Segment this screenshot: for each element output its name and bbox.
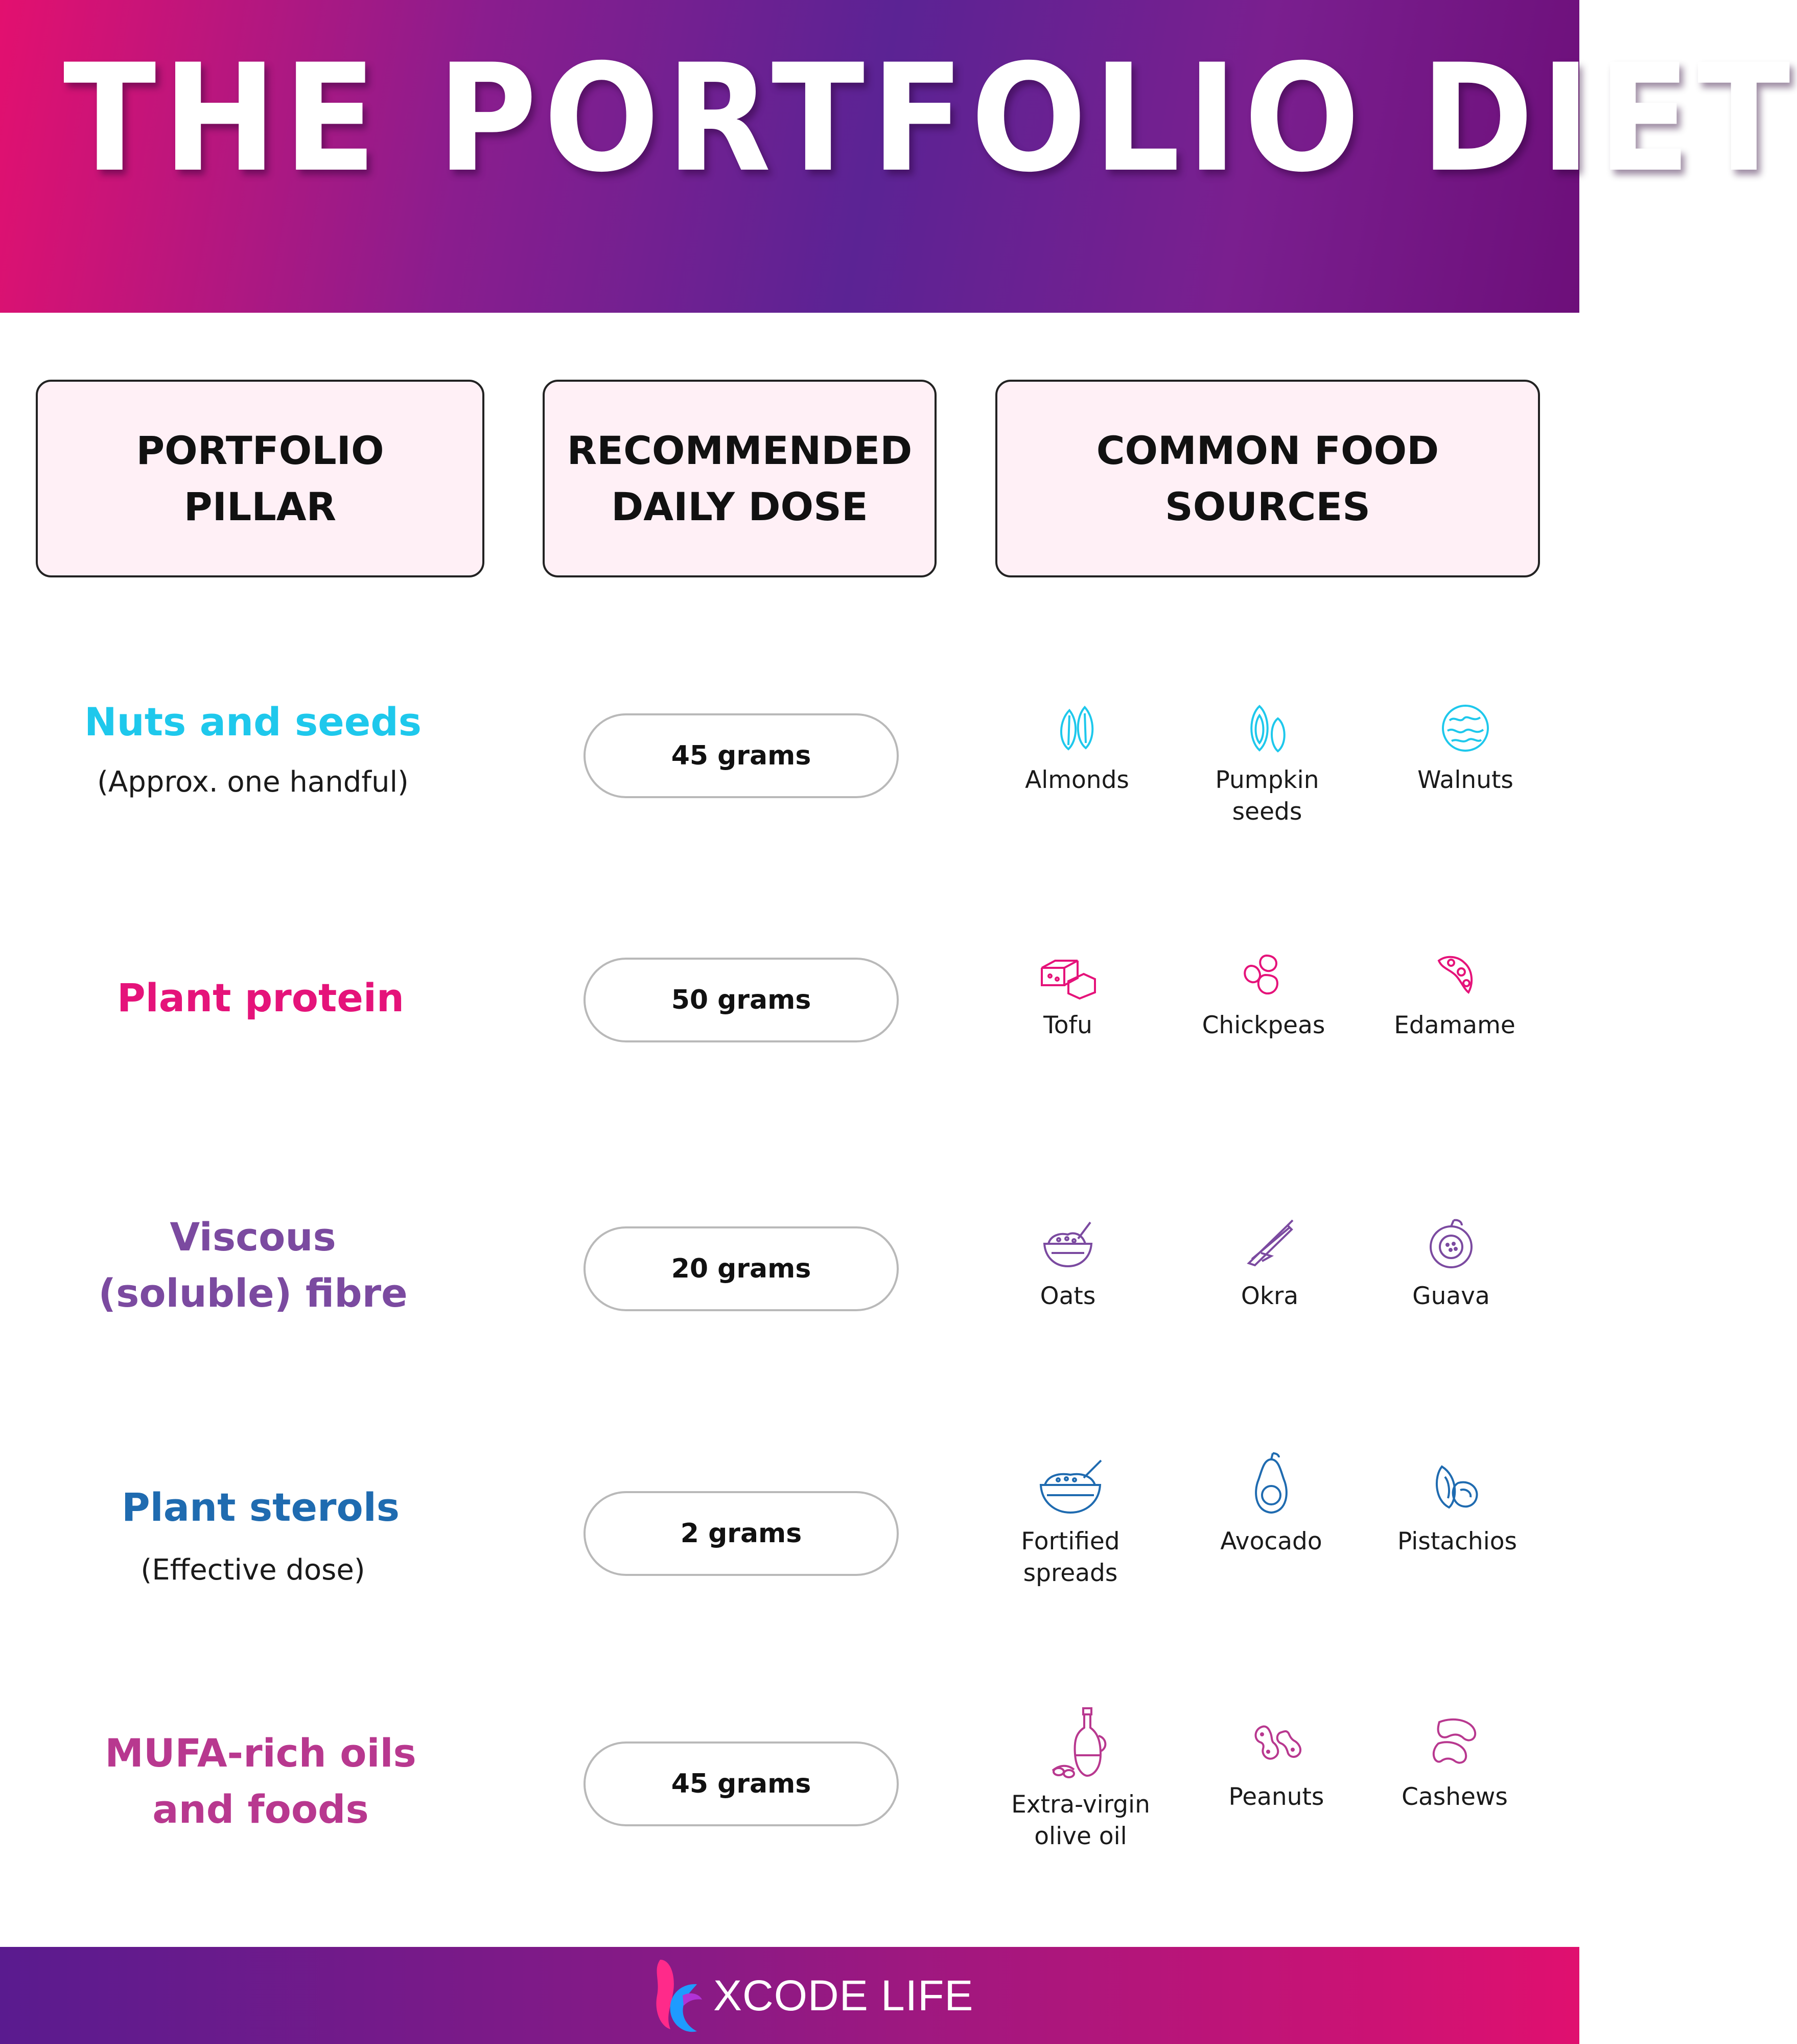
- food-olive-oil: [989, 1704, 1173, 1852]
- food-chickpeas: [1172, 945, 1356, 1041]
- okra-icon: [1242, 1216, 1298, 1272]
- food-label: Chickpeas: [1202, 1011, 1325, 1039]
- food-label: Guava: [1412, 1282, 1490, 1310]
- column-header-pillar-label: PORTFOLIO PILLAR: [136, 427, 384, 529]
- food-label: Cashews: [1402, 1783, 1508, 1811]
- food-label: Peanuts: [1228, 1783, 1324, 1811]
- brand-name: XCODE LIFE: [713, 1971, 974, 2019]
- food-edamame: [1363, 945, 1547, 1041]
- food-pumpkin-seeds: [1175, 700, 1359, 828]
- food-fortified-spreads: [978, 1451, 1162, 1589]
- edamame-icon: [1427, 945, 1483, 1002]
- food-label: Extra-virgin olive oil: [1011, 1791, 1150, 1850]
- dose-value: 20 grams: [671, 1253, 811, 1284]
- pillar-note-nuts-seeds: (Approx. one handful): [97, 765, 409, 799]
- food-peanuts: [1184, 1712, 1368, 1813]
- walnut-icon: [1437, 700, 1493, 756]
- food-guava: [1359, 1216, 1543, 1312]
- food-label: Oats: [1040, 1282, 1096, 1310]
- food-label: Edamame: [1394, 1011, 1515, 1039]
- dose-pill-plant-protein: [584, 958, 899, 1042]
- dose-value: 50 grams: [671, 985, 811, 1015]
- food-walnuts: [1373, 700, 1557, 796]
- tofu-icon: [1035, 945, 1101, 1002]
- dose-value: 45 grams: [671, 740, 811, 771]
- column-header-dose-label: RECOMMENDED DAILY DOSE: [567, 427, 913, 529]
- brand-logo: [650, 1955, 973, 2036]
- food-pistachios: [1365, 1451, 1549, 1558]
- food-label: Tofu: [1043, 1011, 1092, 1039]
- food-almonds: [985, 700, 1169, 796]
- dose-pill-viscous-fibre: [584, 1226, 899, 1311]
- peanuts-icon: [1246, 1712, 1307, 1773]
- xcode-life-logo-icon: [650, 1955, 706, 2036]
- avocado-icon: [1243, 1451, 1299, 1518]
- pillar-title-plant-protein: Plant protein: [116, 975, 405, 1020]
- food-label: Pumpkin seeds: [1215, 766, 1319, 826]
- pillar-title-mufa-oils: MUFA-rich oils and foods: [105, 1730, 416, 1832]
- pumpkin-seeds-icon: [1239, 700, 1295, 756]
- food-label: Avocado: [1220, 1527, 1322, 1555]
- column-header-sources: [995, 380, 1540, 577]
- dose-pill-mufa-oils: [584, 1741, 899, 1826]
- chickpeas-icon: [1235, 945, 1292, 1002]
- olive-oil-icon: [1047, 1704, 1114, 1781]
- food-label: Walnuts: [1417, 766, 1513, 794]
- dose-pill-nuts-seeds: [584, 713, 899, 798]
- cashews-icon: [1424, 1712, 1485, 1773]
- oats-bowl-icon: [1037, 1216, 1099, 1272]
- dose-value: 45 grams: [671, 1769, 811, 1799]
- title-banner: [0, 0, 1797, 313]
- page-title: THE PORTFOLIO DIET: [63, 33, 1797, 205]
- column-header-pillar: [36, 380, 484, 577]
- pillar-note-plant-sterols: (Effective dose): [141, 1553, 365, 1587]
- pillar-title-viscous-fibre: Viscous (soluble) fibre: [98, 1214, 408, 1316]
- dose-pill-plant-sterols: [584, 1491, 899, 1576]
- food-label: Fortified spreads: [1021, 1527, 1120, 1587]
- spread-bowl-icon: [1035, 1451, 1106, 1518]
- food-tofu: [976, 945, 1160, 1041]
- food-oats: [976, 1216, 1160, 1312]
- almonds-icon: [1049, 700, 1105, 756]
- pillar-title-nuts-seeds: Nuts and seeds: [84, 699, 422, 745]
- food-cashews: [1363, 1712, 1547, 1813]
- dose-value: 2 grams: [680, 1518, 802, 1549]
- food-label: Almonds: [1025, 766, 1129, 794]
- column-header-sources-label: COMMON FOOD SOURCES: [1096, 427, 1439, 529]
- food-label: Okra: [1241, 1282, 1299, 1310]
- food-avocado: [1179, 1451, 1363, 1558]
- pistachio-icon: [1427, 1451, 1488, 1518]
- food-label: Pistachios: [1397, 1527, 1517, 1555]
- pillar-title-plant-sterols: Plant sterols: [121, 1484, 400, 1530]
- column-header-dose: [543, 380, 937, 577]
- guava-icon: [1423, 1216, 1479, 1272]
- food-okra: [1178, 1216, 1362, 1312]
